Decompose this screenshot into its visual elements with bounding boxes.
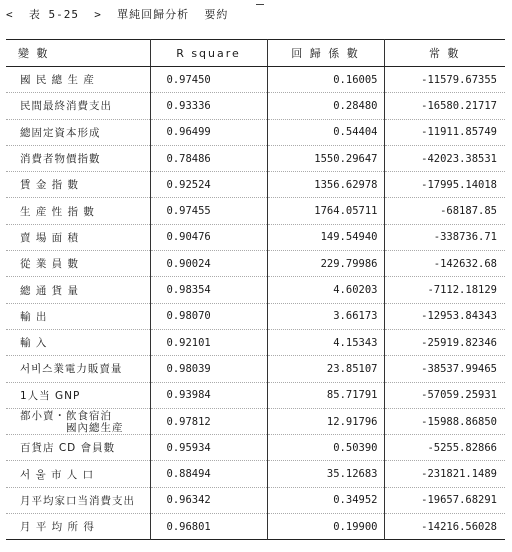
- table-row: [6, 514, 505, 540]
- coefficient-cell: 1550.29647: [267, 145, 384, 171]
- variable-cell: 賃 金 指 數: [6, 172, 150, 198]
- constant-cell: -338736.71: [384, 224, 505, 250]
- coefficient-cell: 23.85107: [267, 356, 384, 382]
- constant-cell: -15988.86850: [384, 408, 505, 434]
- coefficient-cell: 0.54404: [267, 119, 384, 145]
- scan-mark: [256, 4, 264, 5]
- table-row: [6, 329, 505, 355]
- table-row: [6, 487, 505, 513]
- r-square-cell: 0.96801: [150, 514, 267, 540]
- constant-cell: -42023.38531: [384, 145, 505, 171]
- constant-cell: -16580.21717: [384, 93, 505, 119]
- r-square-cell: 0.88494: [150, 461, 267, 487]
- coefficient-cell: 3.66173: [267, 303, 384, 329]
- r-square-cell: 0.78486: [150, 145, 267, 171]
- constant-cell: -19657.68291: [384, 487, 505, 513]
- header-row: [6, 40, 505, 67]
- r-square-cell: 0.96342: [150, 487, 267, 513]
- r-square-cell: 0.98039: [150, 356, 267, 382]
- r-square-cell: 0.93336: [150, 93, 267, 119]
- table-row: [6, 224, 505, 250]
- table-row: [6, 172, 505, 198]
- coefficient-cell: 0.19900: [267, 514, 384, 540]
- constant-cell: -5255.82866: [384, 435, 505, 461]
- constant-cell: -142632.68: [384, 251, 505, 277]
- r-square-cell: 0.93984: [150, 382, 267, 408]
- variable-cell: 總 通 貨 量: [6, 277, 150, 303]
- coefficient-cell: 149.54940: [267, 224, 384, 250]
- coefficient-cell: 85.71791: [267, 382, 384, 408]
- variable-cell: 1人当 GNP: [6, 382, 150, 408]
- variable-line-2: 國內總生産: [66, 421, 124, 434]
- r-square-cell: 0.98354: [150, 277, 267, 303]
- constant-cell: -25919.82346: [384, 329, 505, 355]
- variable-cell: 서 울 市 人 口: [6, 461, 150, 487]
- table-row: [6, 119, 505, 145]
- constant-cell: -11579.67355: [421, 73, 497, 86]
- coefficient-cell: 0.28480: [267, 93, 384, 119]
- coefficient-cell: 4.15343: [267, 329, 384, 355]
- constant-cell: -12953.84343: [384, 303, 505, 329]
- r-square-cell: 0.98070: [150, 303, 267, 329]
- constant-cell: -57059.25931: [384, 382, 505, 408]
- r-square-cell: 0.92101: [150, 329, 267, 355]
- variable-cell: [6, 408, 150, 434]
- constant-cell: -14216.56028: [384, 514, 505, 540]
- variable-cell: 總固定資本形成: [6, 119, 150, 145]
- variable-cell: 月平均家口当消費支出: [6, 487, 150, 513]
- variable-cell: 賣 場 面 積: [6, 224, 150, 250]
- variable-cell: 生 産 性 指 數: [6, 198, 150, 224]
- coefficient-cell: 0.50390: [267, 435, 384, 461]
- header-constant: 常 數: [384, 40, 505, 67]
- coefficient-cell: 1356.62978: [267, 172, 384, 198]
- table-row: [6, 303, 505, 329]
- variable-cell: 서비스業電力販賣量: [6, 356, 150, 382]
- r-square-cell: 0.97455: [150, 198, 267, 224]
- r-square-cell: 0.90476: [150, 224, 267, 250]
- variable-line-1: 都小賣・飮食宿泊: [20, 409, 112, 422]
- r-square-cell: 0.96499: [150, 119, 267, 145]
- variable-cell: 國 民 總 生 産: [6, 67, 150, 93]
- coefficient-cell: 0.16005: [267, 67, 384, 93]
- r-square-cell: 0.92524: [150, 172, 267, 198]
- variable-cell: 消費者物價指數: [6, 145, 150, 171]
- variable-cell: 民間最終消費支出: [6, 93, 150, 119]
- table-row: [6, 93, 505, 119]
- r-square-cell: 0.97450: [150, 67, 267, 93]
- constant-cell: -11911.85749: [384, 119, 505, 145]
- header-variable: 變 數: [6, 40, 150, 67]
- coefficient-cell: 229.79986: [267, 251, 384, 277]
- table-row: [6, 435, 505, 461]
- constant-cell: -231821.1489: [384, 461, 505, 487]
- header-r-square: R square: [150, 40, 267, 67]
- constant-cell: -7112.18129: [384, 277, 505, 303]
- constant-cell: -17995.14018: [384, 172, 505, 198]
- r-square-cell: 0.97812: [150, 408, 267, 434]
- variable-cell: 百貨店 CD 會員數: [6, 435, 150, 461]
- coefficient-cell: 35.12683: [267, 461, 384, 487]
- table-row: [6, 251, 505, 277]
- coefficient-cell: 4.60203: [267, 277, 384, 303]
- variable-cell: 輸 入: [6, 329, 150, 355]
- coefficient-cell: 12.91796: [267, 408, 384, 434]
- table-row: [6, 382, 505, 408]
- r-square-cell: 0.95934: [150, 435, 267, 461]
- table-row: [6, 277, 505, 303]
- variable-cell: 從 業 員 數: [6, 251, 150, 277]
- table-row: [6, 145, 505, 171]
- regression-summary-table: [6, 39, 505, 540]
- table-row: [6, 356, 505, 382]
- variable-cell: 月 平 均 所 得: [6, 514, 150, 540]
- header-coefficient: 回 歸 係 數: [267, 40, 384, 67]
- constant-cell: -38537.99465: [384, 356, 505, 382]
- constant-cell: -68187.85: [384, 198, 505, 224]
- r-square-cell: 0.90024: [150, 251, 267, 277]
- coefficient-cell: 0.34952: [267, 487, 384, 513]
- table-row: [6, 408, 505, 434]
- table-row: [6, 461, 505, 487]
- table-row: [6, 67, 505, 93]
- variable-cell: 輸 出: [6, 303, 150, 329]
- table-caption: < 表 5-25 > 單純回歸分析 要約: [6, 8, 229, 21]
- table-row: [6, 198, 505, 224]
- coefficient-cell: 1764.05711: [267, 198, 384, 224]
